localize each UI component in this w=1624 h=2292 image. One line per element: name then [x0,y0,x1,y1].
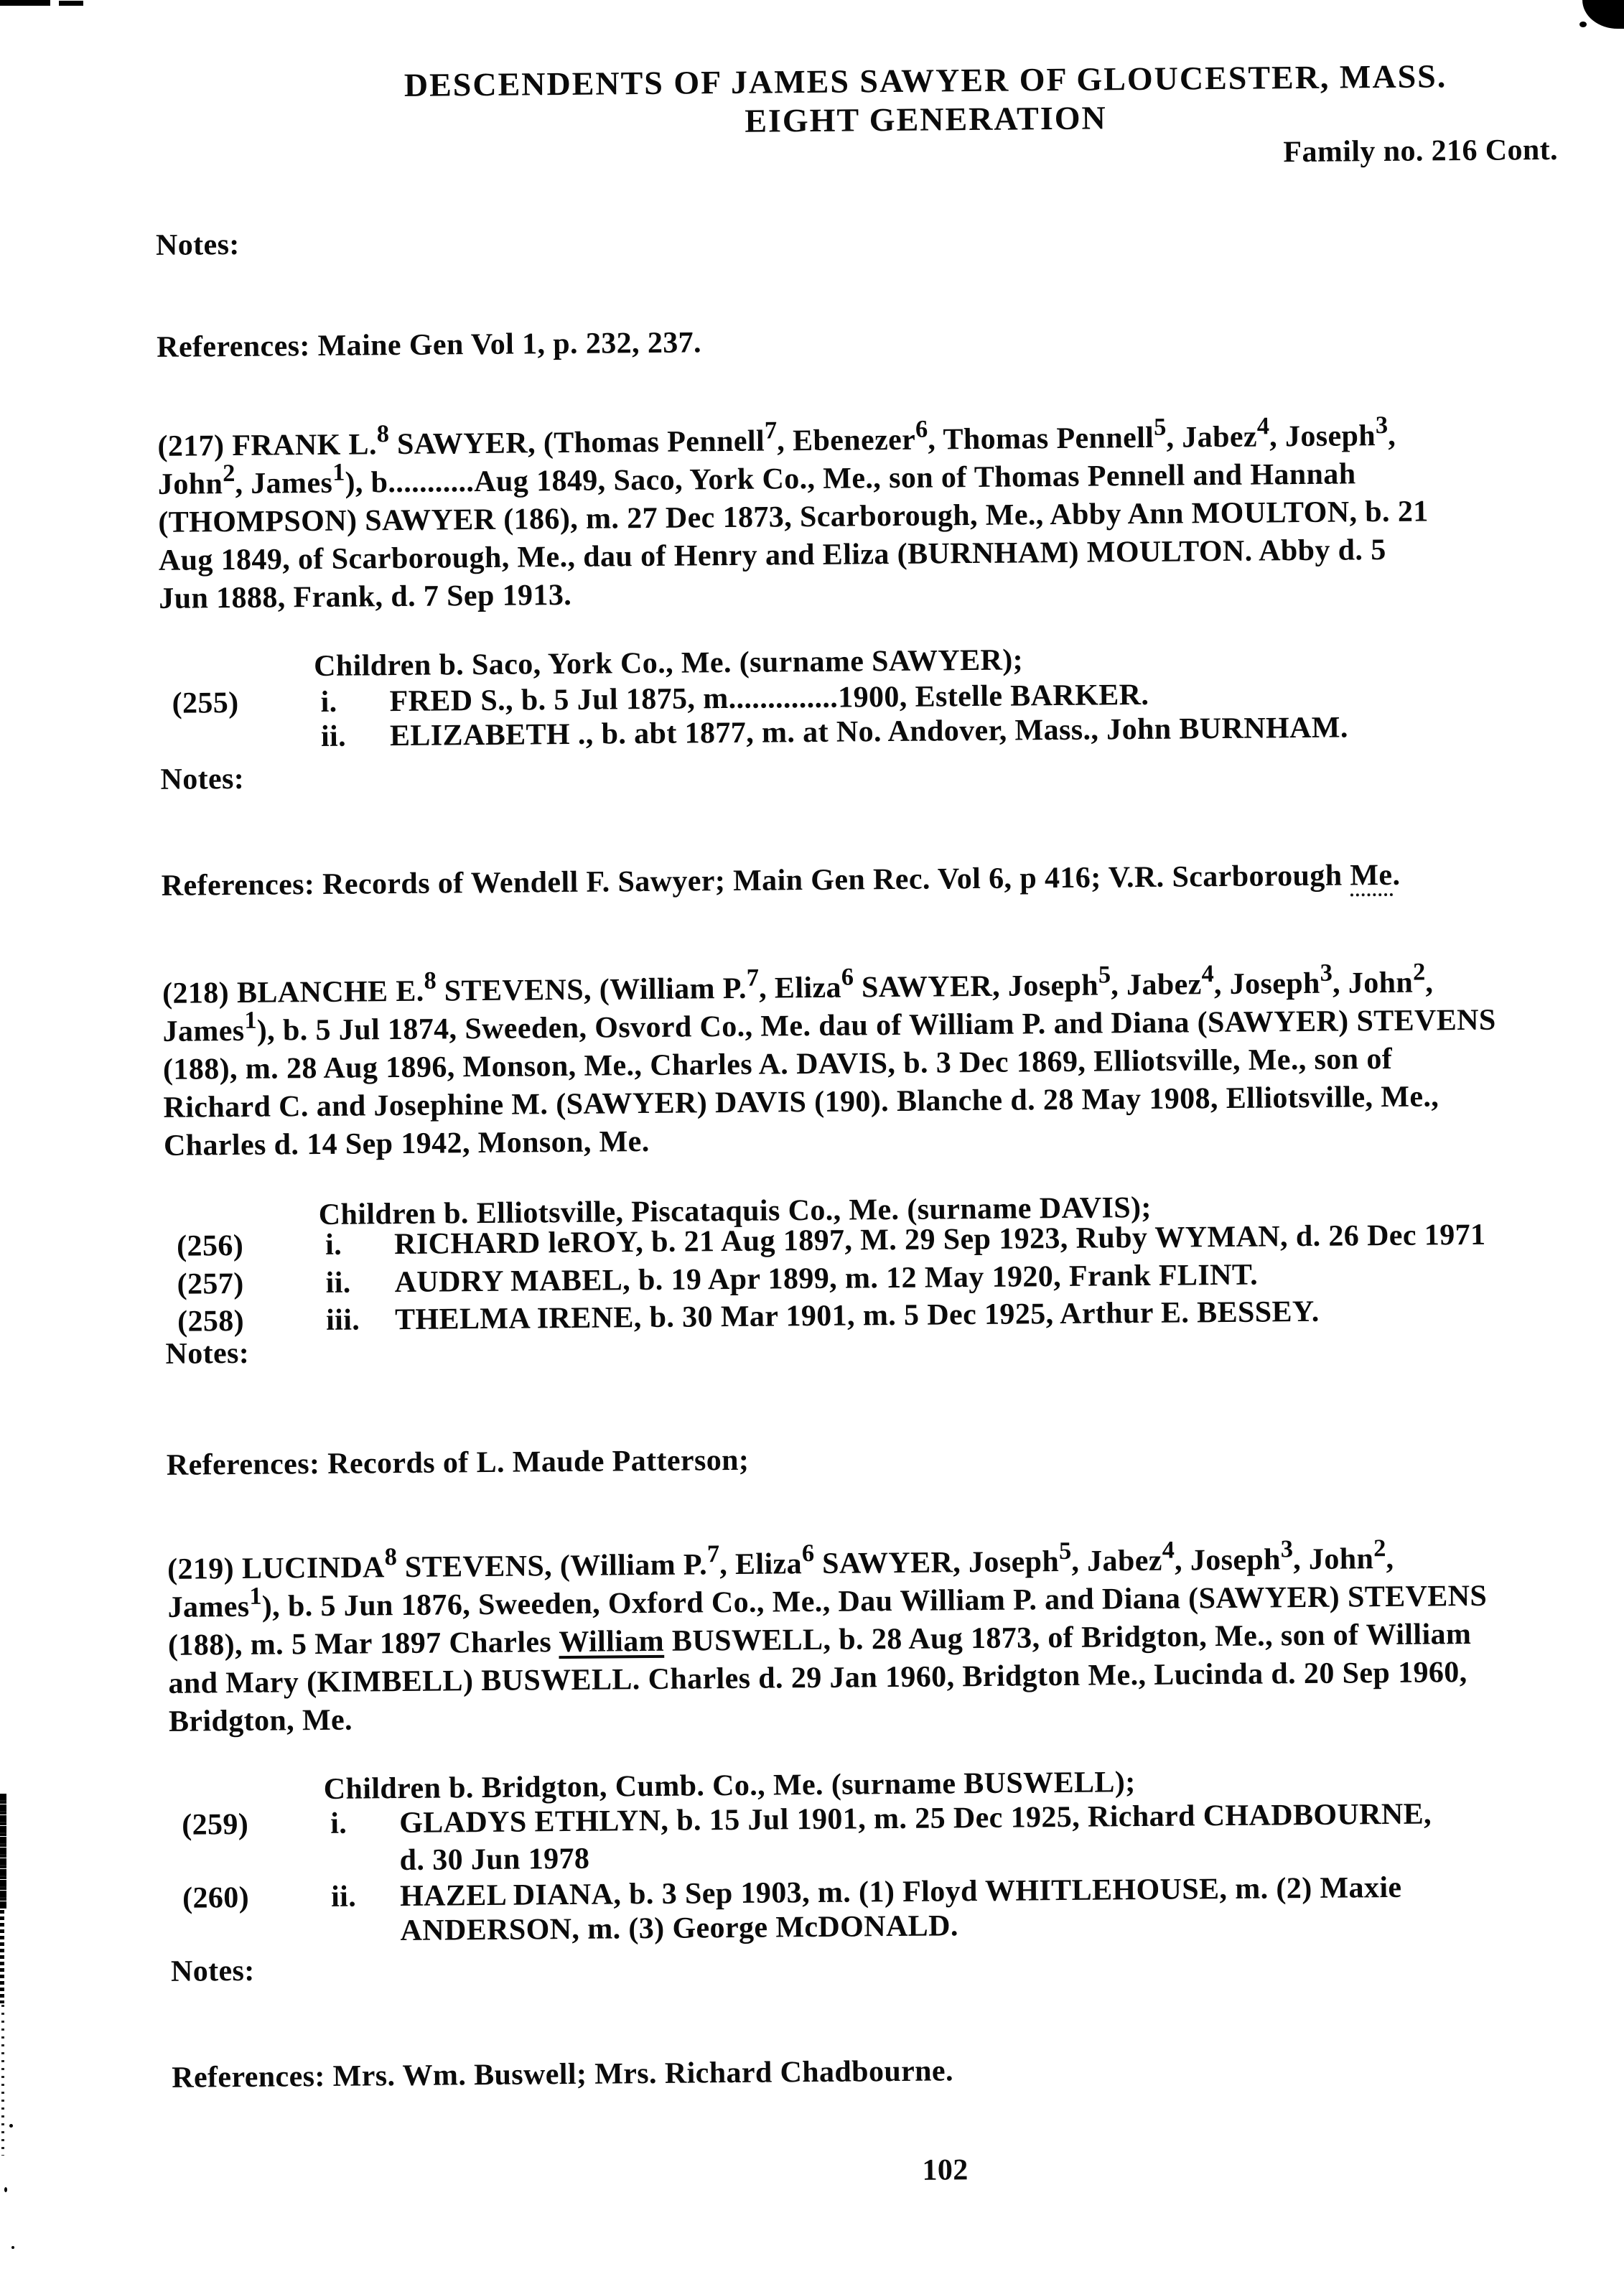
child-text: ANDERSON, m. (3) George McDONALD. [400,1909,958,1948]
entry-line: James$^1$), b. 5 Jun 1876, Sweeden, Oxford Co., Me., Dau William P. and Diana (SAWYER) STEVENS [167,1579,1488,1624]
entry-line: and Mary (KIMBELL) BUSWELL. Charles d. 29 Jan 1960, Bridgton Me., Lucinda d. 20 Sep 1960, [168,1656,1467,1700]
child-text: FRED S., b. 5 Jul 1875, m..............1900, Estelle BARKER. [389,678,1149,719]
entry-line: James$^1$), b. 5 Jul 1874, Sweeden, Osvord Co., Me. dau of William P. and Diana (SAWYER) STEVENS [162,1003,1496,1048]
notes-label: Notes: [170,1954,255,1988]
entry-line: (219) LUCINDA$^8$ STEVENS, (William P.$^7$, Eliza$^6$ SAWYER, Joseph$^5$, Jabez$^4$, Joseph$^3$, John$^2$, [167,1534,1394,1586]
document-title: DESCENDENTS OF JAMES SAWYER OF GLOUCESTER, MASS. [403,57,1447,103]
entry-line: John$^2$, James$^1$), b...........Aug 1849, Saco, York Co., Me., son of Thomas Pennell and Hannah [157,457,1356,501]
child-text: GLADYS ETHLYN, b. 15 Jul 1901, m. 25 Dec 1925, Richard CHADBOURNE, [399,1797,1432,1840]
entry-line: Jun 1888, Frank, d. 7 Sep 1913. [159,578,572,615]
child-roman: i. [325,1228,342,1262]
references-line: References: Records of L. Maude Patterson; [166,1443,750,1482]
children-header: Children b. Saco, York Co., Me. (surname SAWYER); [313,643,1024,684]
entry-line: (217) FRANK L.$^8$ SAWYER, (Thomas Pennell$^7$, Ebenezer$^6$, Thomas Pennell$^5$, Jabez$^4$, Joseph$^3$, [157,411,1396,463]
entry-line: (THOMPSON) SAWYER (186), m. 27 Dec 1873, Scarborough, Me., Abby Ann MOULTON, b. 21 [158,495,1429,539]
notes-label: Notes: [165,1336,250,1371]
child-text: HAZEL DIANA, b. 3 Sep 1903, m. (1) Floyd WHITLEHOUSE, m. (2) Maxie [399,1871,1402,1914]
child-row-continuation [182,1840,589,1881]
entry-line: Charles d. 14 Sep 1942, Monson, Me. [163,1124,650,1163]
page-number: 102 [922,2153,969,2187]
references-line: References: Mrs. Wm. Buswell; Mrs. Richard Chadbourne. [172,2054,954,2095]
generation-subtitle: EIGHT GENERATION [745,99,1107,139]
child-roman: ii. [330,1880,357,1914]
child-text: ELIZABETH ., b. abt 1877, m. at No. Andover, Mass., John BURNHAM. [389,711,1348,753]
entry-219-paragraph [167,1534,1488,1741]
child-roman: i. [330,1807,347,1840]
child-number: (259) [182,1807,249,1842]
entry-218-paragraph [162,959,1497,1165]
notes-label: Notes: [155,228,240,262]
child-number: (256) [176,1229,244,1263]
entry-217-paragraph [157,411,1429,618]
child-text: AUDRY MABEL, b. 19 Apr 1899, m. 12 May 1920, Frank FLINT. [394,1258,1259,1300]
child-text: THELMA IRENE, b. 30 Mar 1901, m. 5 Dec 1925, Arthur E. BESSEY. [394,1295,1320,1337]
child-text: RICHARD leROY, b. 21 Aug 1897, M. 29 Sep 1923, Ruby WYMAN, d. 26 Dec 1971 [393,1218,1486,1262]
notes-label: Notes: [160,762,245,796]
references-line: References: Maine Gen Vol 1, p. 232, 237. [157,326,702,364]
child-number: (257) [177,1267,244,1301]
child-number [172,746,321,747]
child-roman: ii. [320,719,347,753]
scan-artifact-top-left-dash [0,0,50,6]
child-row-continuation [182,1907,958,1951]
scan-artifact-left-streak-2 [0,1910,4,2003]
child-roman: iii. [325,1303,360,1337]
child-text: d. 30 Jun 1978 [399,1842,590,1878]
references-line: References: Records of Wendell F. Sawyer; Main Gen Rec. Vol 6, p 416; V.R. Scarborough Me. [161,858,1401,903]
child-roman: i. [320,685,337,719]
child-number: (260) [182,1881,250,1915]
children-header: Children b. Bridgton, Cumb. Co., Me. (surname BUSWELL); [323,1766,1136,1806]
scan-artifact-speck [4,2187,7,2192]
entry-line: (218) BLANCHE E.$^8$ STEVENS, (William P.$^7$, Eliza$^6$ SAWYER, Joseph$^5$, Jabez$^4$, Joseph$^3$, John$^2$, [162,959,1434,1010]
entry-line: Richard C. and Josephine M. (SAWYER) DAVIS (190). Blanche d. 28 May 1908, Elliotsville, Me., [163,1080,1439,1124]
entry-line: (188), m. 5 Mar 1897 Charles William BUSWELL, b. 28 Aug 1873, of Bridgton, Me., son of William [167,1618,1472,1662]
child-number: (258) [177,1304,245,1338]
child-roman: ii. [325,1266,351,1300]
child-number: (255) [172,686,239,720]
children-header: Children b. Elliotsville, Piscataquis Co., Me. (surname DAVIS); [318,1191,1152,1231]
scan-artifact-left-streak-3 [1,2005,4,2156]
family-number: Family no. 216 Cont. [1283,133,1559,169]
scan-artifact-top-left-dash-2 [59,1,83,6]
entry-line: (188), m. 28 Aug 1896, Monson, Me., Charles A. DAVIS, b. 3 Dec 1869, Elliotsville, Me., son of [162,1042,1393,1086]
entry-line: Bridgton, Me. [168,1703,353,1738]
entry-line: Aug 1849, of Scarborough, Me., dau of Henry and Eliza (BURNHAM) MOULTON. Abby d. 5 [158,533,1386,577]
